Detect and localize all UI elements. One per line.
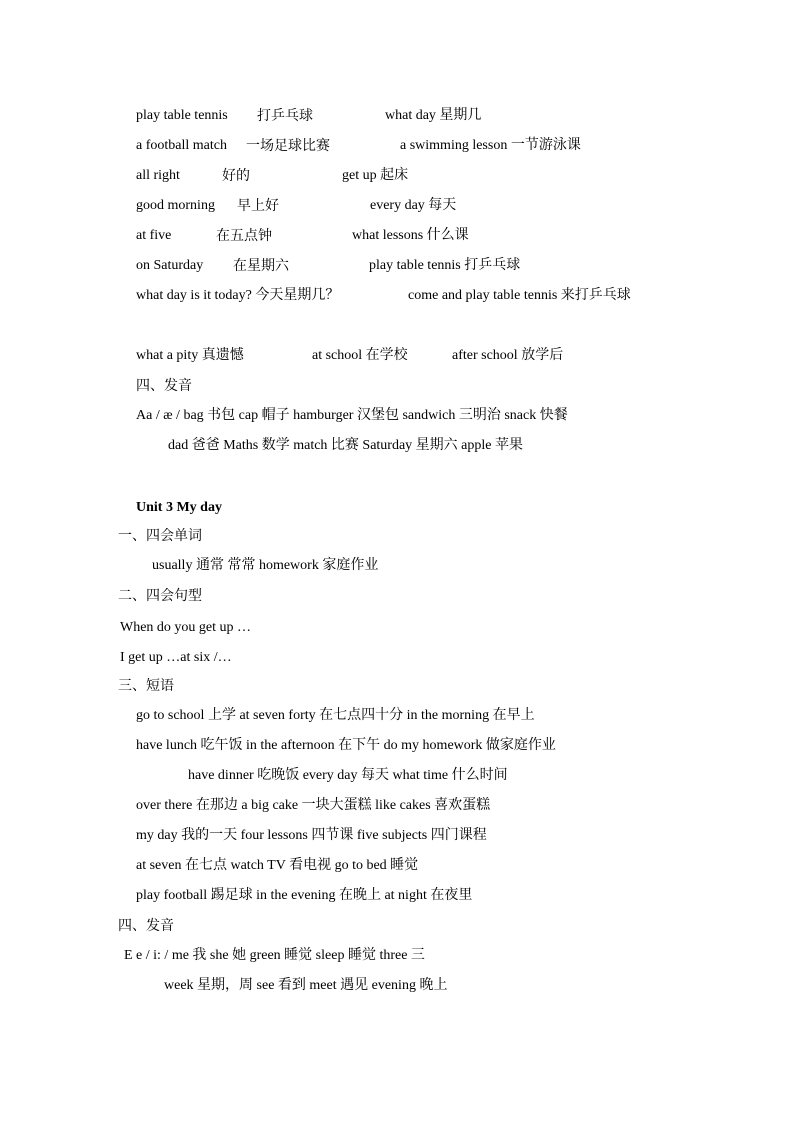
vocab-cn: 在五点钟 [216, 228, 272, 244]
word-line: usually 通常 常常 homework 家庭作业 [152, 558, 379, 573]
vocab-en: at five [136, 228, 172, 243]
vocab-en-2: what lessons 什么课 [352, 228, 469, 243]
vocab-en: all right [136, 168, 180, 183]
vocab-en: what day is it today? 今天星期几？ [136, 288, 340, 303]
vocab-en: play table tennis [136, 108, 228, 123]
vocab-en-2: get up 起床 [342, 168, 409, 183]
phrase-line: at seven 在七点 watch TV 看电视 go to bed 睡觉 [136, 858, 419, 873]
phrase-line: go to school 上学 at seven forty 在七点四十分 in the morning 在早上 [136, 708, 535, 723]
vocab-en-2: every day 每天 [370, 198, 457, 213]
unit-title: Unit 3 My day [136, 500, 222, 515]
sentence-pattern: I get up …at six /… [120, 650, 232, 665]
phonics-line: Aa / æ / bag 书包 cap 帽子 hamburger 汉堡包 sandwich 三明治 snack 快餐 [136, 408, 568, 423]
phrase-line: have dinner 吃晚饭 every day 每天 what time 什么时间 [188, 768, 508, 783]
extra-phrase: after school 放学后 [452, 348, 564, 363]
vocab-en-2: what day 星期几 [385, 108, 482, 123]
vocab-en-2: play table tennis 打乒乓球 [369, 258, 521, 273]
vocab-en-2: come and play table tennis 来打乒乓球 [408, 288, 631, 303]
section-heading: 一、四会单词 [118, 528, 202, 544]
extra-phrase: what a pity 真遗憾 [136, 348, 244, 363]
vocab-cn: 早上好 [237, 198, 279, 214]
vocab-cn: 打乒乓球 [257, 108, 313, 124]
vocab-cn: 在星期六 [233, 258, 289, 274]
section-heading: 四、发音 [118, 918, 174, 934]
vocab-en: a football match [136, 138, 227, 153]
section-heading: 三、短语 [118, 678, 174, 694]
sentence-pattern: When do you get up … [120, 620, 252, 635]
vocab-en-2: a swimming lesson 一节游泳课 [400, 138, 581, 153]
phrase-line: my day 我的一天 four lessons 四节课 five subjects 四门课程 [136, 828, 487, 843]
phonics-line: week 星期，周 see 看到 meet 遇见 evening 晚上 [164, 978, 448, 993]
vocab-cn: 好的 [222, 168, 250, 184]
phonics-line: E e / i: / me 我 she 她 green 睡觉 sleep 睡觉 three 三 [124, 948, 425, 963]
phrase-line: over there 在那边 a big cake 一块大蛋糕 like cakes 喜欢蛋糕 [136, 798, 491, 813]
phrase-line: play football 踢足球 in the evening 在晚上 at night 在夜里 [136, 888, 473, 903]
section-heading: 四、发音 [136, 378, 192, 394]
phrase-line: have lunch 吃午饭 in the afternoon 在下午 do my homework 做家庭作业 [136, 738, 556, 753]
extra-phrase: at school 在学校 [312, 348, 408, 363]
phonics-line: dad 爸爸 Maths 数学 match 比赛 Saturday 星期六 apple 苹果 [168, 438, 524, 453]
vocab-en: on Saturday [136, 258, 204, 273]
section-heading: 二、四会句型 [118, 588, 202, 604]
vocab-cn: 一场足球比赛 [246, 138, 330, 154]
vocab-en: good morning [136, 198, 215, 213]
